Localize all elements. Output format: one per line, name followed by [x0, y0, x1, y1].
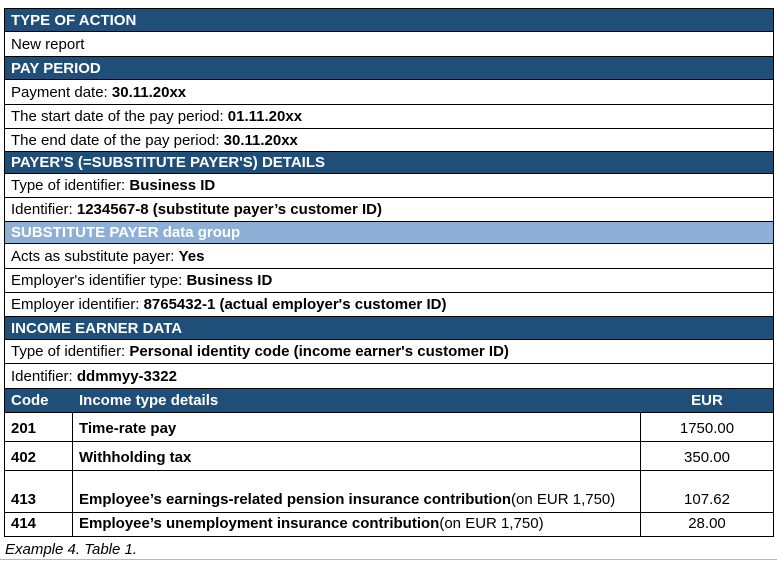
income-header-code: Code	[5, 389, 73, 413]
income-detail: Employee’s unemployment insurance contribution	[79, 515, 440, 532]
field-label: Identifier:	[11, 367, 77, 385]
page-root	[0, 8, 777, 561]
income-row	[5, 513, 774, 537]
field-row	[5, 174, 774, 198]
field-row	[5, 105, 774, 129]
income-row	[5, 471, 774, 513]
section-header-label: SUBSTITUTE PAYER data group	[5, 222, 774, 244]
section-header-label: TYPE OF ACTION	[5, 9, 774, 32]
table-caption: Example 4. Table 1.	[5, 541, 138, 558]
income-amount: 28.00	[641, 513, 774, 537]
field-value: 01.11.20xx	[227, 108, 303, 125]
section-header-label: PAY PERIOD	[5, 57, 774, 80]
field-value: 8765432-1 (actual employer's customer ID)	[143, 296, 447, 313]
field-label: The end date of the pay period:	[11, 131, 224, 149]
field-value: 30.11.20xx	[223, 131, 298, 149]
income-row	[5, 442, 774, 471]
section-header-substitute-payer	[5, 222, 774, 244]
field-value: Yes	[178, 247, 205, 265]
field-row	[5, 293, 774, 317]
field-row	[5, 129, 774, 152]
section-header-income-earner	[5, 317, 774, 340]
section-header-payers-details	[5, 152, 774, 174]
field-row	[5, 269, 774, 293]
income-code: 414	[5, 513, 73, 537]
income-header-details: Income type details	[73, 389, 641, 413]
field-label: Payment date:	[11, 83, 112, 101]
income-amount: 107.62	[641, 471, 774, 513]
income-detail: Withholding tax	[79, 449, 192, 466]
income-detail-note: (on EUR 1,750)	[511, 491, 616, 508]
field-row	[5, 80, 774, 105]
field-label: Type of identifier:	[11, 343, 130, 360]
field-label: Type of identifier:	[11, 177, 130, 194]
income-detail-note: (on EUR 1,750)	[439, 515, 544, 532]
income-code: 402	[5, 442, 73, 471]
field-value: Personal identity code (income earner's customer ID)	[129, 343, 509, 360]
section-header-label: PAYER'S (=SUBSTITUTE PAYER'S) DETAILS	[5, 152, 774, 174]
field-label: Identifier:	[11, 201, 77, 218]
field-label: The start date of the pay period:	[11, 108, 228, 125]
field-value: ddmmyy-3322	[76, 367, 177, 385]
income-row	[5, 413, 774, 442]
income-header-eur: EUR	[641, 389, 774, 413]
field-value: 1234567-8 (substitute payer’s customer ID)	[76, 201, 382, 218]
income-detail: Employee’s earnings-related pension insurance contribution	[79, 491, 512, 508]
field-value: 30.11.20xx	[111, 83, 187, 101]
income-amount: 350.00	[641, 442, 774, 471]
section-header-type-of-action	[5, 9, 774, 32]
field-label: Employer identifier:	[11, 296, 144, 313]
income-amount: 1750.00	[641, 413, 774, 442]
field-value: Business ID	[186, 272, 273, 289]
field-value: Business ID	[129, 177, 216, 194]
page-bottom-rule	[0, 559, 777, 560]
field-row	[5, 32, 774, 57]
income-detail: Time-rate pay	[79, 420, 177, 437]
payroll-report-table	[4, 8, 774, 537]
section-header-label: INCOME EARNER DATA	[5, 317, 774, 340]
field-row	[5, 340, 774, 364]
income-code: 201	[5, 413, 73, 442]
field-row	[5, 364, 774, 389]
field-label: Acts as substitute payer:	[11, 247, 179, 265]
field-label: Employer's identifier type:	[11, 272, 187, 289]
section-header-pay-period	[5, 57, 774, 80]
income-code: 413	[5, 471, 73, 513]
income-table-header-row	[5, 389, 774, 413]
field-row	[5, 244, 774, 269]
field-row	[5, 198, 774, 222]
field-label: New report	[11, 35, 85, 53]
